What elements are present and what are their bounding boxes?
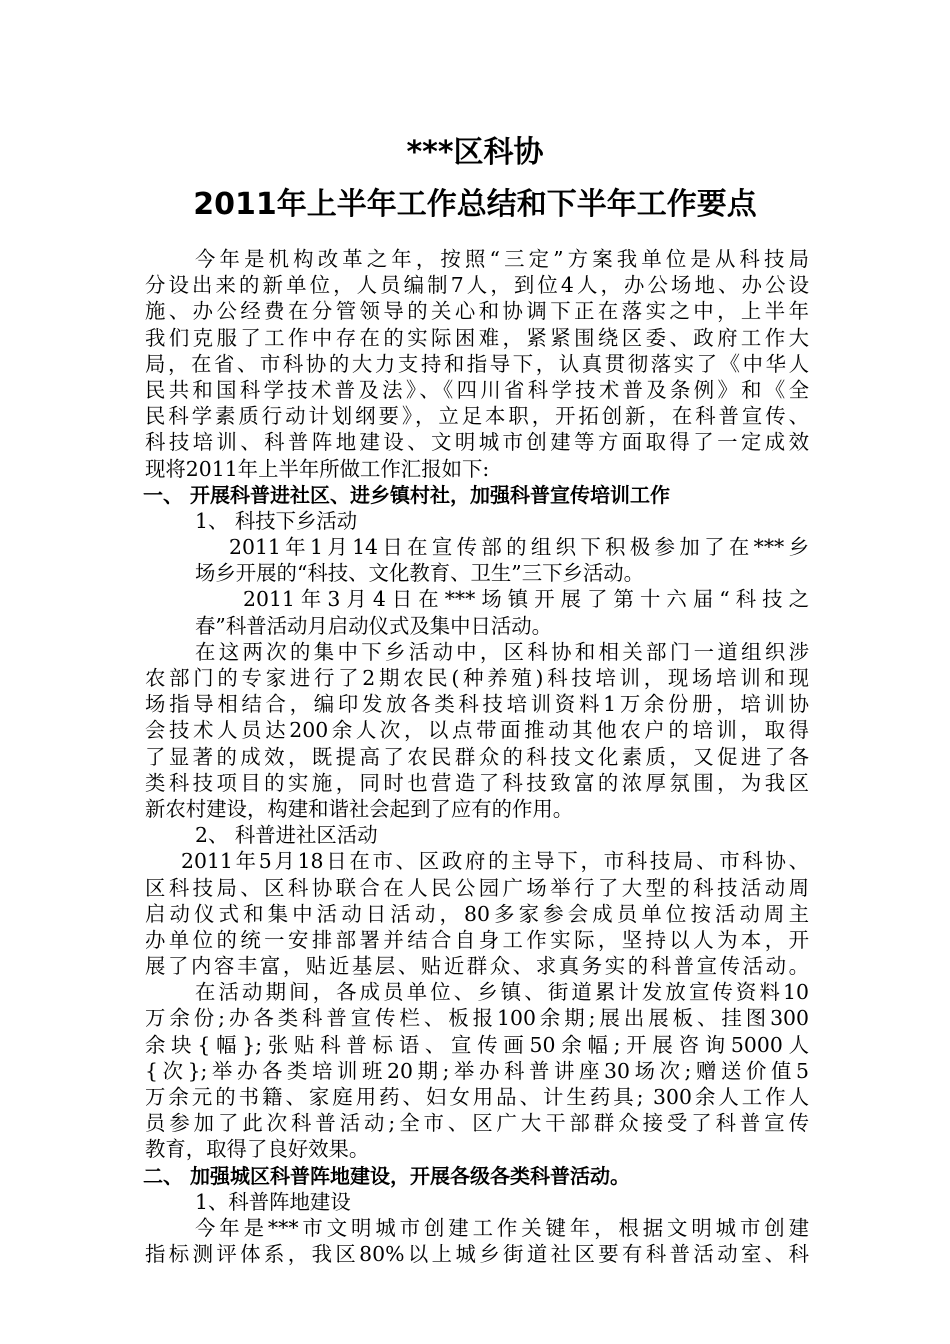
document-subtitle: 2011年上半年工作总结和下半年工作要点 <box>193 187 757 222</box>
section-heading-1: 一、 开展科普进社区、进乡镇村社，加强科普宣传培训工作 <box>143 482 670 507</box>
section-heading-2: 二、 加强城区科普阵地建设，开展各级各类科普活动。 <box>143 1163 630 1188</box>
document-body <box>145 246 809 1267</box>
text-line: 场指导相结合，编印发放各类科技培训资料1万余份册，培训协 <box>145 692 809 717</box>
text-line: 万余份;办各类科普宣传栏、板报100余期;展出展板、挂图300 <box>145 1006 809 1031</box>
text-line: 施、办公经费在分管领导的关心和协调下正在落实之中，上半年 <box>145 299 809 324</box>
text-line: 2011年1月14日在宣传部的组织下积极参加了在***乡 <box>229 535 809 560</box>
text-line: 了显著的成效，既提高了农民群众的科技文化素质，又促进了各 <box>145 744 809 769</box>
text-line: 类科技项目的实施，同时也营造了科技致富的浓厚氛围，为我区 <box>145 770 809 795</box>
text-line: 教育，取得了良好效果。 <box>145 1137 370 1162</box>
text-line: 局，在省、市科协的大力支持和指导下，认真贯彻落实了《中华人 <box>145 351 809 376</box>
text-line: 在这两次的集中下乡活动中，区科协和相关部门一道组织涉 <box>195 639 809 664</box>
text-line: 我们克服了工作中存在的实际困难，紧紧围绕区委、政府工作大 <box>145 325 809 350</box>
text-line: 区科技局、区科协联合在人民公园广场举行了大型的科技活动周 <box>145 875 809 900</box>
text-line: 今年是***市文明城市创建工作关键年，根据文明城市创建 <box>195 1215 809 1240</box>
text-line: 会技术人员达200余人次，以点带面推动其他农户的培训，取得 <box>145 718 809 743</box>
text-line: 场乡开展的“科技、文化教育、卫生”三下乡活动。 <box>195 561 645 586</box>
text-line: 在活动期间，各成员单位、乡镇、街道累计发放宣传资料10 <box>195 980 809 1005</box>
text-line: 万余元的书籍、家庭用药、妇女用品、计生药具; 300余人工作人 <box>145 1085 809 1109</box>
text-line: 2011年3月4日在***场镇开展了第十六届“科技之 <box>243 587 809 612</box>
text-line: 余块{幅};张贴科普标语、宣传画50余幅;开展咨询5000人 <box>145 1032 809 1057</box>
document-title: ***区科协 <box>406 135 544 170</box>
text-line: 今年是机构改革之年，按照“三定”方案我单位是从科技局 <box>195 247 809 271</box>
text-line: 员参加了此次科普活动;全市、区广大干部群众接受了科普宣传 <box>145 1111 809 1136</box>
text-line: 民共和国科学技术普及法》、《四川省科学技术普及条例》和《全 <box>145 377 809 402</box>
text-line: 春”科普活动月启动仪式及集中日活动。 <box>195 613 553 638</box>
text-line: 新农村建设，构建和谐社会起到了应有的作用。 <box>145 796 574 821</box>
text-line: 办单位的统一安排部署并结合自身工作实际，坚持以人为本，开 <box>145 927 809 952</box>
text-line: 启动仪式和集中活动日活动，80多家参会成员单位按活动周主 <box>145 901 809 926</box>
text-line: 科技培训、科普阵地建设、文明城市创建等方面取得了一定成效 <box>145 430 809 455</box>
text-line: 展了内容丰富，贴近基层、贴近群众、求真务实的科普宣传活动。 <box>145 954 809 979</box>
subsection-heading: 2、 科普进社区活动 <box>195 823 378 848</box>
text-line: 农部门的专家进行了2期农民(种养殖)科技培训，现场培训和现 <box>145 666 809 690</box>
subsection-heading: 1、科普阵地建设 <box>195 1189 351 1214</box>
subsection-heading: 1、 科技下乡活动 <box>195 508 358 533</box>
text-line: 指标测评体系，我区80%以上城乡街道社区要有科普活动室、科 <box>145 1242 809 1267</box>
text-line: 现将2011年上半年所做工作汇报如下: <box>145 456 490 481</box>
text-line: {次};举办各类培训班20期;举办科普讲座30场次;赠送价值5 <box>145 1058 809 1083</box>
text-line: 2011年5月18日在市、区政府的主导下，市科技局、市科协、 <box>181 849 809 874</box>
text-line: 分设出来的新单位，人员编制7人，到位4人，办公场地、办公设 <box>145 273 809 298</box>
text-line: 民科学素质行动计划纲要》，立足本职，开拓创新，在科普宣传、 <box>145 404 809 429</box>
